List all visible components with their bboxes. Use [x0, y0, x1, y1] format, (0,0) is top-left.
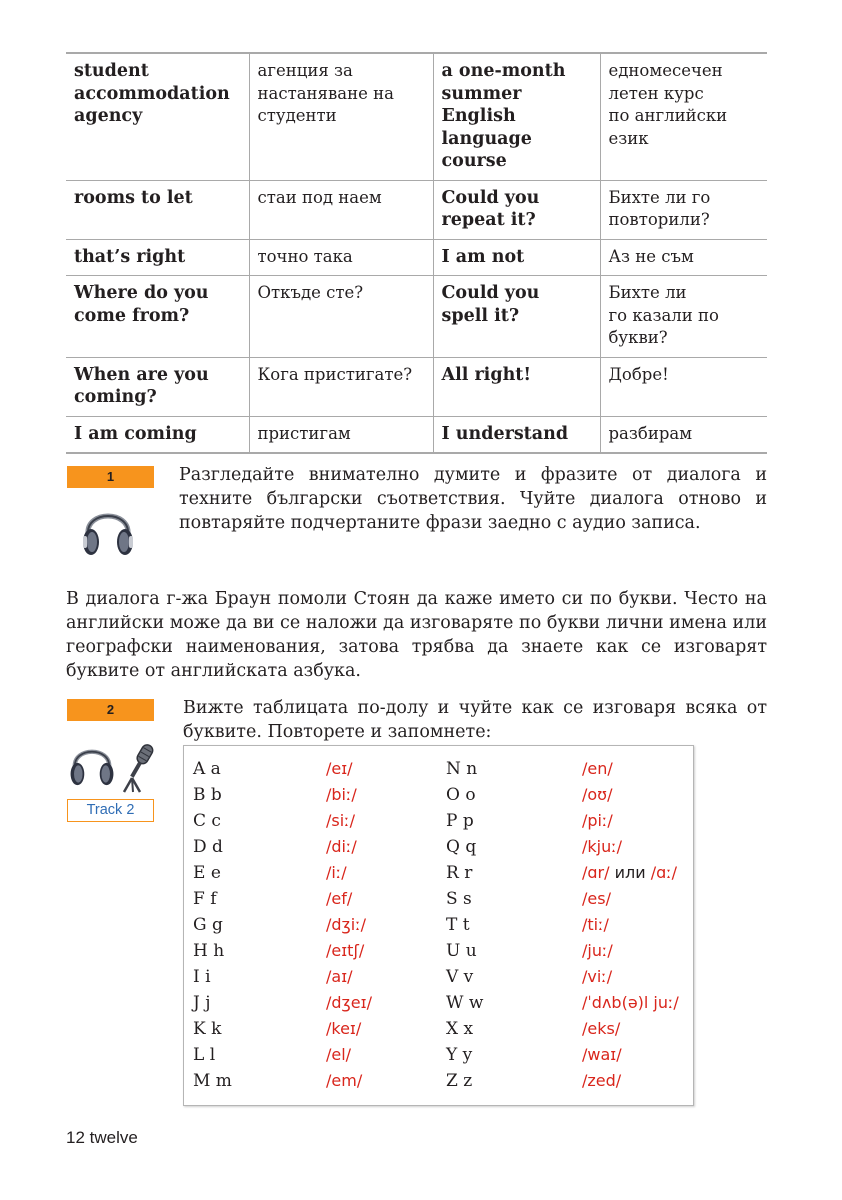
english-phrase-cell: [433, 416, 600, 453]
cell-line: course: [441, 151, 507, 171]
english-phrase-cell: [66, 53, 249, 180]
english-phrase-cell: [433, 53, 600, 180]
exercise-number: 1: [106, 469, 115, 484]
pronunciation-text: /dʒiː/: [326, 915, 367, 934]
page-footer: [66, 1128, 138, 1148]
pronunciation: [326, 837, 357, 856]
cell-line: точно така: [257, 246, 353, 266]
letter: [446, 811, 474, 831]
pronunciation: [582, 941, 613, 960]
cell-line: го казали по: [608, 305, 719, 325]
letter-text: U u: [446, 941, 477, 961]
list-item: [184, 889, 693, 915]
pronunciation: [582, 785, 612, 804]
english-phrase-cell: [66, 416, 249, 453]
table-row: [66, 276, 767, 358]
track-label: [67, 799, 154, 822]
list-item: [184, 967, 693, 993]
bulgarian-translation-cell: [600, 416, 767, 453]
cell-line: All right!: [441, 364, 532, 385]
letter: [446, 993, 483, 1013]
letter-text: J j: [193, 993, 211, 1013]
letter-text: F f: [193, 889, 217, 909]
cell-line: summer: [441, 83, 522, 104]
cell-line: language: [441, 128, 532, 149]
bulgarian-translation-cell: [600, 357, 767, 416]
list-item: [184, 785, 693, 811]
letter-text: I i: [193, 967, 211, 987]
list-item: [184, 811, 693, 837]
cell-line: I understand: [441, 423, 569, 444]
table-row: [66, 239, 767, 276]
intro-paragraph: В диалога г-жа Браун помоли Стоян да каже името си по букви. Често на английски може да ви се наложи да изговаряте по букви лични имена или географски наименования, затова трябва да знаете как се изговарят буквите от английската азбука.: [66, 589, 767, 681]
pronunciation: [582, 759, 613, 778]
cell-line: rooms to let: [74, 187, 193, 208]
list-item: [184, 1045, 693, 1071]
bulgarian-translation-cell: [249, 276, 433, 358]
letter-text: X x: [446, 1019, 474, 1039]
exercise-2-badge: [67, 699, 154, 721]
pronunciation: [582, 967, 612, 986]
letter: [193, 1019, 221, 1039]
letter-text: B b: [193, 785, 222, 805]
track-label-text: Track 2: [86, 802, 135, 818]
cell-line: accommodation: [74, 83, 230, 104]
list-item: [184, 759, 693, 785]
cell-line: студенти: [257, 106, 337, 125]
table-row: [66, 357, 767, 416]
cell-line: разбирам: [608, 423, 693, 443]
bulgarian-translation-cell: [249, 357, 433, 416]
pronunciation: [326, 1019, 361, 1038]
bulgarian-translation-cell: [249, 180, 433, 239]
cell-line: стаи под наем: [257, 187, 382, 207]
pronunciation: [326, 915, 366, 934]
pronunciation-text: /eks/: [582, 1019, 621, 1038]
microphone-icon: [118, 740, 156, 794]
letter-text: P p: [446, 811, 474, 831]
letter-text: E e: [193, 863, 221, 883]
pronunciation-text: /eɪ/: [326, 759, 353, 778]
cell-line: агенция за: [257, 61, 353, 80]
letter: [446, 1071, 472, 1091]
headphones-icon: [68, 732, 116, 792]
letter: [193, 993, 211, 1013]
list-item: [184, 941, 693, 967]
or-word: или: [609, 863, 651, 882]
cell-line: настаняване на: [257, 83, 394, 103]
letter-text: Y y: [446, 1045, 473, 1065]
cell-line: Could you: [441, 187, 540, 208]
vocabulary-table: [66, 52, 767, 454]
pronunciation-text: /ef/: [326, 889, 353, 908]
exercise-1-badge: [67, 466, 154, 488]
pronunciation: [326, 759, 353, 778]
english-phrase-cell: [66, 357, 249, 416]
pronunciation-text: /biː/: [326, 785, 357, 804]
pronunciation: [326, 941, 364, 960]
exercise-number: 2: [106, 702, 115, 717]
pronunciation-text: /ˈdʌb(ə)l juː/: [582, 993, 679, 1012]
pronunciation-text: /es/: [582, 889, 611, 908]
cell-line: Аз не съм: [608, 246, 694, 266]
letter-text: R r: [446, 863, 473, 883]
cell-line: Where do you: [74, 283, 209, 303]
letter: [446, 759, 477, 779]
letter: [446, 889, 472, 909]
letter: [193, 967, 211, 987]
english-phrase-cell: [66, 239, 249, 276]
letter-text: D d: [193, 837, 223, 857]
bulgarian-translation-cell: [600, 180, 767, 239]
pronunciation: [582, 993, 679, 1012]
pronunciation: [326, 1071, 362, 1090]
cell-line: repeat it?: [441, 210, 536, 230]
letter-text: W w: [446, 993, 484, 1013]
letter: [193, 837, 223, 857]
cell-line: coming?: [74, 387, 157, 407]
cell-line: that’s right: [74, 246, 186, 267]
cell-line: летен курс: [608, 83, 704, 103]
pronunciation-text: /waɪ/: [582, 1045, 622, 1064]
list-item: [184, 915, 693, 941]
cell-line: език: [608, 128, 649, 148]
cell-line: Could you: [441, 283, 540, 303]
letter-text: H h: [193, 941, 225, 961]
letter: [193, 863, 221, 883]
cell-line: едномесечен: [608, 61, 723, 80]
pronunciation: [326, 967, 353, 986]
pronunciation: [326, 889, 352, 908]
cell-line: I am coming: [74, 423, 197, 444]
pronunciation-text: /oʊ/: [582, 785, 613, 804]
letter: [446, 941, 477, 961]
cell-line: Бихте ли го: [608, 187, 711, 207]
pronunciation-text: /diː/: [326, 837, 357, 856]
pronunciation: [582, 837, 622, 856]
cell-line: Кога пристигате?: [257, 364, 413, 384]
cell-line: agency: [74, 106, 143, 126]
letter: [193, 811, 221, 831]
letter-text: A a: [193, 759, 221, 779]
letter: [446, 863, 472, 883]
bulgarian-translation-cell: [249, 416, 433, 453]
cell-line: a one-month: [441, 61, 566, 81]
letter-text: Z z: [446, 1071, 473, 1091]
pronunciation-text: /juː/: [582, 941, 613, 960]
table-row: [66, 180, 767, 239]
pronunciation-text: /en/: [582, 759, 613, 778]
letter: [193, 889, 217, 909]
pronunciation-text: /dʒeɪ/: [326, 993, 372, 1012]
cell-line: When are you: [74, 364, 209, 385]
pronunciation-text: /tiː/: [582, 915, 609, 934]
pronunciation: [582, 1045, 622, 1064]
pronunciation-text: /iː/: [326, 863, 347, 882]
cell-line: Бихте ли: [608, 283, 687, 302]
letter: [446, 837, 476, 857]
cell-line: Откъде сте?: [257, 283, 364, 302]
bulgarian-translation-cell: [249, 53, 433, 180]
table-row: [66, 53, 767, 180]
pronunciation: [326, 785, 357, 804]
alphabet-table: [183, 745, 694, 1106]
bulgarian-translation-cell: [249, 239, 433, 276]
letter: [446, 915, 470, 935]
cell-line: пристигам: [257, 423, 351, 443]
cell-line: повторили?: [608, 210, 710, 229]
pronunciation: [582, 1071, 621, 1090]
letter: [446, 1045, 472, 1065]
pronunciation-text: /viː/: [582, 967, 613, 986]
pronunciation: [326, 993, 372, 1012]
letter-text: M m: [193, 1071, 232, 1091]
pronunciation: [582, 889, 611, 908]
english-phrase-cell: [433, 239, 600, 276]
letter-text: C c: [193, 811, 221, 831]
letter: [193, 941, 224, 961]
pronunciation-text: /eɪtʃ/: [326, 941, 365, 960]
list-item: [184, 1019, 693, 1045]
cell-line: spell it?: [441, 305, 520, 326]
page-number: 12: [66, 1128, 85, 1147]
english-phrase-cell: [433, 276, 600, 358]
letter: [193, 1045, 215, 1065]
letter: [193, 915, 223, 935]
pronunciation-text: /siː/: [326, 811, 355, 830]
pronunciation: [582, 1019, 620, 1038]
cell-line: по английски: [608, 106, 728, 125]
exercise-2-text: Вижте таблицата по-долу и чуйте как се изговаря всяка от буквите. Повторете и запомнете:: [183, 698, 767, 742]
letter: [446, 1019, 473, 1039]
letter-text: G g: [193, 915, 223, 935]
letter: [446, 967, 473, 987]
pronunciation: [326, 811, 355, 830]
pronunciation: [582, 915, 609, 934]
letter: [193, 1071, 232, 1091]
pronunciation-text: /zed/: [582, 1071, 622, 1090]
page-word: twelve: [89, 1128, 138, 1147]
letter-text: Q q: [446, 837, 477, 857]
bulgarian-translation-cell: [600, 239, 767, 276]
letter: [193, 785, 222, 805]
list-item: [184, 837, 693, 863]
pronunciation: [326, 863, 347, 882]
exercise-1-text: Разгледайте внимателно думите и фразите от диалога и техните български съответствия. Чуйте диалога отново и повтаряйте подчертаните фрази заедно с аудио записа.: [179, 465, 767, 533]
cell-line: student: [74, 61, 149, 81]
letter-text: T t: [446, 915, 470, 935]
pronunciation-text: /el/: [326, 1045, 352, 1064]
english-phrase-cell: [66, 276, 249, 358]
bulgarian-translation-cell: [600, 53, 767, 180]
letter: [193, 759, 221, 779]
cell-line: букви?: [608, 328, 668, 347]
pronunciation-text: /kjuː/: [582, 837, 623, 856]
list-item: [184, 863, 693, 889]
letter: [446, 785, 476, 805]
list-item: [184, 993, 693, 1019]
letter-text: K k: [193, 1019, 222, 1039]
letter-text: V v: [446, 967, 474, 987]
cell-line: come from?: [74, 305, 190, 326]
letter-text: N n: [446, 759, 478, 779]
letter-text: O o: [446, 785, 476, 805]
letter-text: L l: [193, 1045, 216, 1065]
cell-line: Добре!: [608, 364, 669, 384]
bulgarian-translation-cell: [600, 276, 767, 358]
headphones-icon: [80, 496, 136, 560]
english-phrase-cell: [66, 180, 249, 239]
pronunciation-text: /aɪ/: [326, 967, 353, 986]
pronunciation-alt: /ɑː/: [650, 863, 678, 882]
pronunciation-text: /em/: [326, 1071, 363, 1090]
pronunciation: [582, 863, 677, 882]
pronunciation-text: /ɑr/: [582, 863, 610, 882]
cell-line: I am not: [441, 246, 525, 267]
pronunciation: [582, 811, 613, 830]
cell-line: English: [441, 106, 516, 126]
english-phrase-cell: [433, 180, 600, 239]
pronunciation: [326, 1045, 351, 1064]
pronunciation-text: /piː/: [582, 811, 613, 830]
list-item: [184, 1071, 693, 1097]
table-row: [66, 416, 767, 453]
english-phrase-cell: [433, 357, 600, 416]
letter-text: S s: [446, 889, 472, 909]
pronunciation-text: /keɪ/: [326, 1019, 362, 1038]
